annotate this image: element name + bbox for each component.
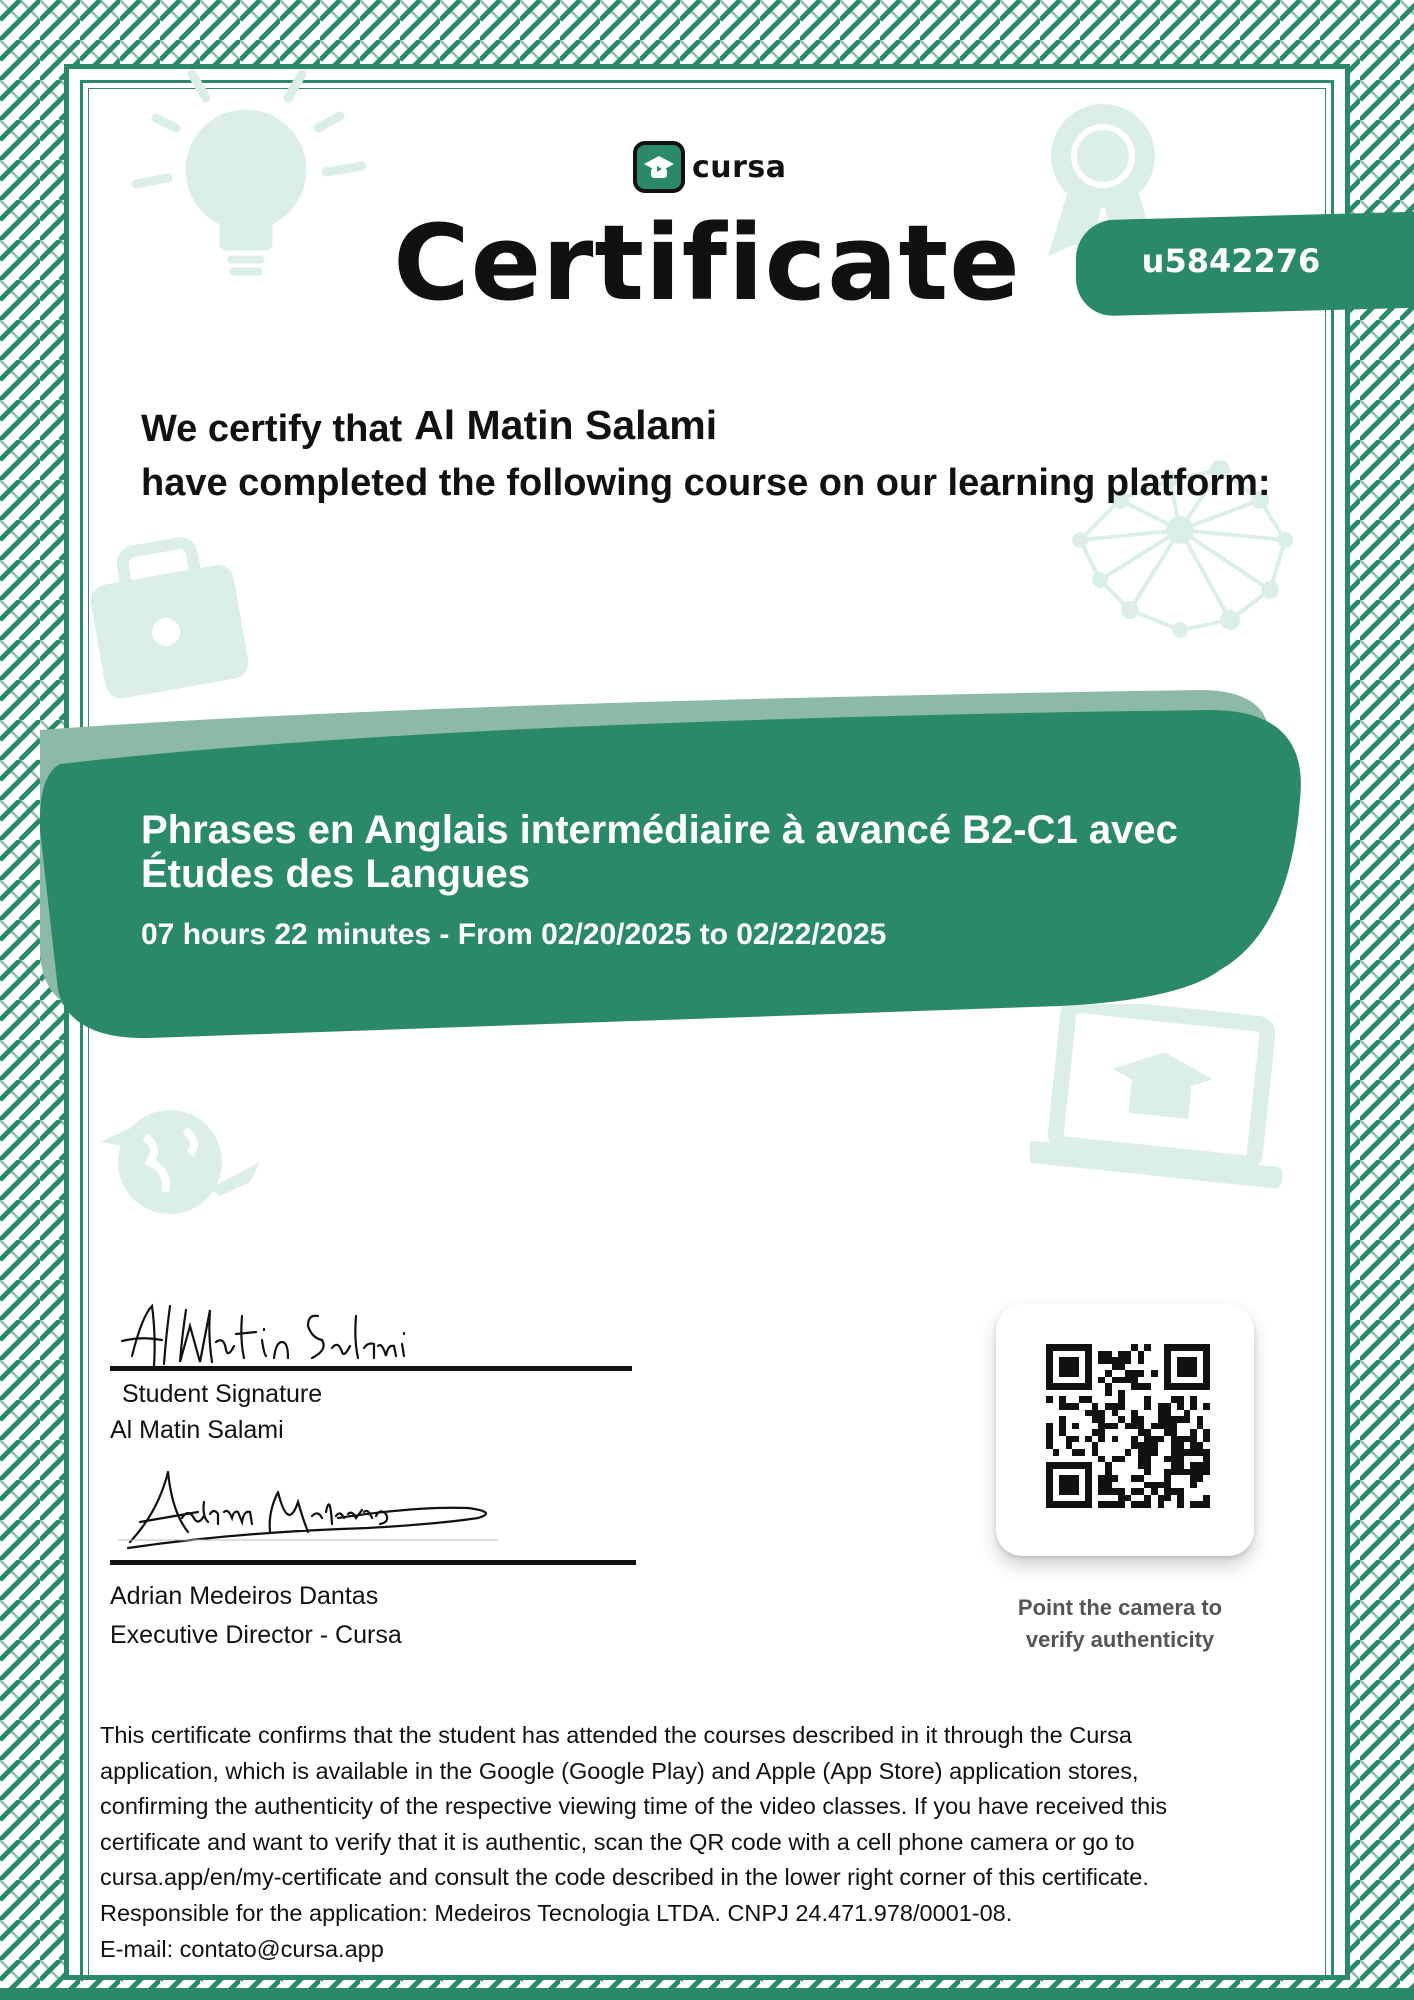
footer-line: confirming the authenticity of the respective viewing time of the video classes. If you have received this [100,1793,1168,1820]
cursa-logo-mark-icon [632,140,686,194]
cursa-logo-text: cursa [692,149,787,185]
footer-line: Responsible for the application: Medeiros Tecnologia LTDA. CNPJ 24.471.978/0001-08. [100,1899,1013,1926]
student-signature [112,1296,432,1376]
globe-icon [90,1092,270,1232]
certificate-title: Certificate [393,202,1021,324]
footer-line: certificate and want to verify that it is authentic, scan the QR code with a cell phone camera or go to [100,1828,1135,1855]
director-title: Executive Director - Cursa [110,1621,402,1649]
student-signature-name: Al Matin Salami [110,1416,284,1444]
bottom-bar [0,1988,1414,2000]
footer-line: cursa.app/en/my-certificate and consult the code described in the lower right corner of this certificate. [100,1864,1149,1891]
student-signature-label: Student Signature [122,1380,323,1408]
student-signature-line [110,1366,632,1371]
certificate-code: u5842276 [1141,242,1321,280]
student-name: Al Matin Salami [414,402,718,448]
footer-line: application, which is available in the Google (Google Play) and Apple (App Store) application stores, [100,1757,1139,1784]
certify-statement [141,404,717,451]
director-signature [118,1452,498,1562]
qr-code[interactable] [1046,1344,1210,1508]
director-name: Adrian Medeiros Dantas [110,1582,379,1610]
qr-caption [996,1592,1244,1656]
cursa-logo [632,140,787,194]
course-title: Phrases en Anglais intermédiaire à avancé B2-C1 avec Études des Langues [141,808,1178,896]
qr-caption-line-1: Point the camera to [1017,1595,1223,1620]
certify-line-2: have completed the following course on our learning platform: [141,462,1271,504]
briefcase-icon [84,524,254,704]
footer-disclaimer [100,1718,1310,1967]
certify-prefix: We certify that [141,408,403,450]
course-duration-dates: 07 hours 22 minutes - From 02/20/2025 to 02/22/2025 [141,918,887,951]
footer-line: This certificate confirms that the student has attended the courses described in it through the Cursa [100,1722,1132,1748]
director-signature-line [110,1560,636,1565]
qr-caption-line-2: verify authenticity [1025,1627,1215,1652]
footer-line: E-mail: contato@cursa.app [100,1935,384,1962]
